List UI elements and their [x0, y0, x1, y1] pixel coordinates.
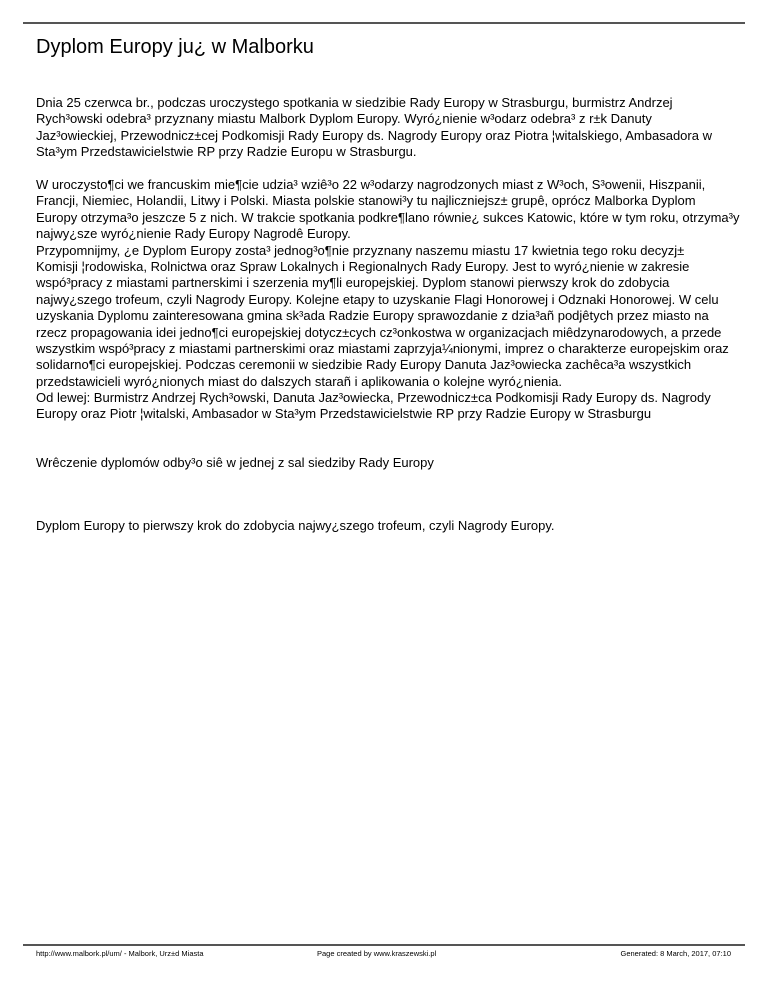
text-line: Wrêczenie dyplomów odby³o siê w jednej z sal siedziby Rady Europy — [36, 455, 434, 470]
text-line: Sta³ym Przedstawicielstwie RP przy Radzie Europu w Strasburgu. — [36, 144, 417, 160]
footer-source: http://www.malbork.pl/um/ - Malbork, Urz±d Miasta — [36, 949, 204, 958]
paragraph-ceremony — [36, 177, 740, 390]
text-line: uzyskania Dyplomu zainteresowana gmina sk³ada Radzie Europy sprawozdanie z dzia³añ podjêtych przez miasto na — [36, 308, 709, 324]
text-line: Dyplom Europy to pierwszy krok do zdobycia najwy¿szego trofeum, czyli Nagrody Europy. — [36, 518, 555, 533]
paragraph-intro — [36, 95, 736, 161]
text-line: solidarno¶ci europejskiej. Podczas ceremonii w siedzibie Rady Europy Danuta Jaz³owiecka zachêca³a wszystkich — [36, 357, 692, 373]
text-line: Europy oraz Piotr ¦witalski, Ambasador w Sta³ym Przedstawicielstwie RP przy Radzie Europy w Strasburgu — [36, 406, 652, 422]
text-line: najwy¿sze wyró¿nienie Rady Europy Nagrodê Europy. — [36, 226, 351, 242]
text-line: wszystkim wspó³pracy z miastami partnerskimi oraz miastami zaprzyja¼nionymi, imprez o charakterze europejskim oraz — [36, 341, 729, 357]
text-line: przedstawicieli wyró¿nionych miast do dalszych starañ i aplikowania o kolejne wyró¿nienia. — [36, 373, 563, 389]
photo-caption-1 — [36, 390, 736, 423]
bottom-rule — [23, 944, 745, 946]
text-line: Francji, Niemiec, Holandii, Litwy i Polski. Miasta polskie stanowi³y tu najliczniejsz± grupê, oprócz Malborka Dyplom — [36, 193, 696, 209]
text-line: Rych³owski odebra³ przyznany miastu Malbork Dyplom Europy. Wyró¿nienie w³odarz odebra³ z r±k Danuty — [36, 111, 652, 127]
footer-credit: Page created by www.kraszewski.pl — [317, 949, 437, 958]
text-line: Komisji ¦rodowiska, Rolnictwa oraz Spraw Lokalnych i Regionalnych Rady Europy. Jest to wyró¿nienie w zakresie — [36, 259, 690, 275]
text-line: W uroczysto¶ci we francuskim mie¶cie udzia³ wziê³o 22 w³odarzy nagrodzonych miast z W³och, S³owenii, Hiszpanii, — [36, 177, 706, 192]
top-rule — [23, 22, 745, 24]
text-line: Przypomnijmy, ¿e Dyplom Europy zosta³ jednog³o¶nie przyznany naszemu miastu 17 kwietnia tego roku decyzj± — [36, 242, 685, 258]
text-line: najwy¿szego trofeum, czyli Nagrody Europy. Kolejne etapy to uzyskanie Flagi Honorowej i Odznaki Honorowej. W celu — [36, 291, 719, 307]
photo-caption-2 — [36, 455, 736, 471]
text-line: rzecz propagowania idei jedno¶ci europejskiej dotycz±cych cz³onkostwa w organizacjach miêdzynarodowych, a przede — [36, 324, 722, 340]
text-line: Europy otrzyma³o jeszcze 5 z nich. W trakcie spotkania podkre¶lano równie¿ sukces Katowic, które w tym roku, otrzyma³y — [36, 209, 740, 225]
footer-generated: Generated: 8 March, 2017, 07:10 — [620, 949, 731, 958]
text-line: Jaz³owieckiej, Przewodnicz±cej Podkomisji Rady Europy ds. Nagrody Europy oraz Piotra ¦witalskiego, Ambasadora w — [36, 127, 712, 143]
photo-caption-3 — [36, 518, 736, 534]
text-line: Od lewej: Burmistrz Andrzej Rych³owski, Danuta Jaz³owiecka, Przewodnicz±ca Podkomisji Rady Europy ds. Nagrody — [36, 390, 711, 405]
article-title: Dyplom Europy ju¿ w Malborku — [36, 36, 314, 58]
text-line: wspó³pracy z miastami partnerskimi i szerzenia my¶li europejskiej. Dyplom stanowi pierwszy krok do zdobycia — [36, 275, 670, 291]
text-line: Dnia 25 czerwca br., podczas uroczystego spotkania w siedzibie Rady Europy w Strasburgu, burmistrz Andrzej — [36, 95, 673, 110]
